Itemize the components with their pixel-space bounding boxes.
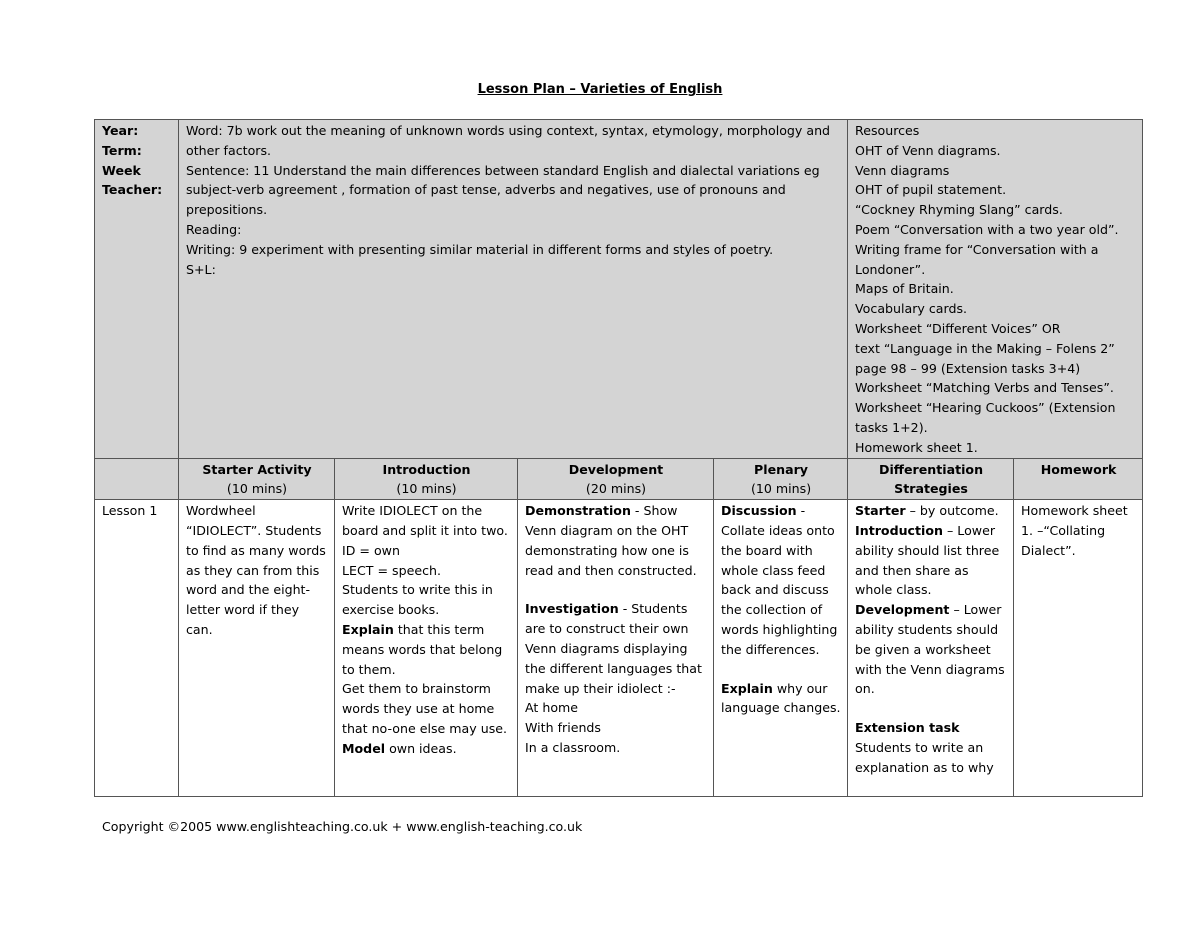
resource-item: OHT of Venn diagrams. — [855, 142, 1001, 158]
intro-model-keyword: Model — [342, 740, 386, 756]
objectives-cell — [179, 120, 848, 459]
header-plenary-label: Plenary — [754, 461, 809, 477]
plenary-discussion-keyword: Discussion — [721, 503, 797, 519]
week-label: Week — [102, 162, 141, 178]
objective-reading: Reading: — [186, 221, 242, 237]
differentiation-cell — [848, 500, 1014, 797]
diff-starter — [855, 501, 1007, 521]
teacher-label: Teacher: — [102, 182, 163, 198]
diff-development — [855, 600, 1007, 699]
plenary-discussion — [721, 501, 841, 659]
header-blank — [95, 458, 179, 500]
plenary-explain-keyword: Explain — [721, 680, 773, 696]
header-plenary — [714, 458, 848, 500]
resource-item: text “Language in the Making – Folens 2” page 98 – 99 (Extension tasks 3+4) — [855, 340, 1115, 376]
diff-development-text: – Lower ability students should be given a worksheet with the Venn diagrams on. — [855, 602, 1005, 697]
dev-list-item: At home — [525, 700, 579, 716]
homework-cell: Homework sheet 1. –“Collating Dialect”. — [1014, 500, 1143, 797]
resource-item: “Cockney Rhyming Slang” cards. — [855, 202, 1063, 218]
year-label: Year: — [102, 123, 139, 138]
header-homework-label: Homework — [1040, 461, 1117, 477]
objective-speaking-listening: S+L: — [186, 261, 216, 277]
intro-text: Write IDIOLECT on the board and split it into two. — [342, 503, 508, 538]
plenary-explain — [721, 679, 841, 719]
objective-writing: Writing: 9 experiment with presenting similar material in different forms and styles of poetry. — [186, 241, 774, 257]
header-introduction — [335, 458, 518, 500]
diff-introduction-keyword: Introduction — [855, 522, 943, 538]
page-title: Lesson Plan – Varieties of English — [477, 82, 723, 97]
dev-list-item: With friends — [525, 720, 601, 736]
intro-model-text: own ideas. — [385, 740, 457, 756]
info-row — [95, 120, 1143, 459]
intro-explain — [342, 620, 511, 679]
diff-starter-text: – by outcome. — [905, 503, 999, 519]
diff-extension-text: Students to write an explanation as to why — [855, 739, 994, 775]
dev-investigation-keyword: Investigation — [525, 601, 619, 617]
dev-demonstration-text: - Show Venn diagram on the OHT demonstrating how one is read and then constructed. — [525, 503, 697, 578]
header-introduction-mins: (10 mins) — [396, 481, 457, 497]
plenary-cell — [714, 500, 848, 797]
header-development — [518, 458, 714, 500]
intro-text: ID = own — [342, 542, 400, 558]
header-starter-label: Starter Activity — [202, 461, 312, 477]
intro-text: LECT = speech. — [342, 562, 441, 578]
copyright-footer: Copyright ©2005 www.englishteaching.co.uk + www.english-teaching.co.uk — [102, 819, 583, 834]
dev-investigation — [525, 599, 707, 698]
objective-sentence: Sentence: 11 Understand the main differences between standard English and dialectal variations eg subject-verb agreement , formation of past tense, adverbs and negatives, use of pronouns and prepositions. — [186, 162, 820, 218]
header-differentiation — [848, 458, 1014, 500]
intro-model — [342, 739, 511, 759]
lesson-plan-table — [94, 119, 1143, 797]
header-homework — [1014, 458, 1143, 500]
diff-starter-keyword: Starter — [855, 503, 906, 519]
resource-item: Writing frame for “Conversation with a Londoner”. — [855, 241, 1099, 277]
header-development-label: Development — [568, 461, 664, 477]
resource-item: Worksheet “Hearing Cuckoos” (Extension tasks 1+2). — [855, 400, 1116, 435]
intro-text: Get them to brainstorm words they use at home that no-one else may use. — [342, 681, 508, 736]
dev-list-item: In a classroom. — [525, 739, 621, 755]
dev-demonstration — [525, 501, 707, 580]
starter-activity-cell: Wordwheel “IDIOLECT”. Students to find as many words as they can from this word and the eight-letter word if they can. — [179, 500, 335, 797]
header-starter-mins: (10 mins) — [226, 481, 288, 497]
diff-introduction — [855, 521, 1007, 600]
diff-extension-heading: Extension task — [855, 720, 960, 736]
intro-explain-keyword: Explain — [342, 621, 394, 637]
resource-item: OHT of pupil statement. — [855, 182, 1007, 198]
column-header-row — [95, 458, 1143, 500]
introduction-cell — [335, 500, 518, 797]
header-differentiation-label: Differentiation Strategies — [879, 461, 984, 497]
intro-explain-text: that this term means words that belong to them. — [342, 621, 503, 677]
development-cell — [518, 500, 714, 797]
header-plenary-mins: (10 mins) — [750, 481, 812, 497]
objective-word: Word: 7b work out the meaning of unknown words using context, syntax, etymology, morphology and other factors. — [186, 123, 831, 158]
dev-demonstration-keyword: Demonstration — [525, 503, 631, 519]
resource-item: Vocabulary cards. — [855, 301, 968, 317]
plenary-discussion-text: - Collate ideas onto the board with whole class feed back and discuss the collection of words highlighting the differences. — [721, 503, 838, 657]
header-introduction-label: Introduction — [382, 461, 471, 477]
resource-item: Poem “Conversation with a two year old”. — [855, 221, 1119, 237]
resources-cell — [848, 120, 1143, 459]
dev-investigation-text: - Students are to construct their own Venn diagrams displaying the different languages that make up their idiolect :- — [525, 601, 702, 696]
resource-item: Maps of Britain. — [855, 281, 954, 297]
header-development-mins: (20 mins) — [585, 481, 647, 497]
resource-item: Homework sheet 1. — [855, 439, 978, 455]
resource-item: Venn diagrams — [855, 162, 950, 178]
resource-item: Resources — [855, 123, 920, 138]
lesson-label: Lesson 1 — [95, 500, 179, 797]
diff-introduction-text: – Lower ability should list three and then share as whole class. — [855, 522, 1000, 598]
header-starter — [179, 458, 335, 500]
info-labels-cell — [95, 120, 179, 459]
resource-item: Worksheet “Matching Verbs and Tenses”. — [855, 380, 1114, 396]
plenary-explain-text: why our language changes. — [721, 680, 841, 716]
diff-development-keyword: Development — [855, 602, 950, 618]
lesson-row — [95, 500, 1143, 797]
intro-text: Students to write this in exercise books. — [342, 582, 493, 618]
term-label: Term: — [102, 142, 142, 158]
resource-item: Worksheet “Different Voices” OR — [855, 320, 1061, 336]
